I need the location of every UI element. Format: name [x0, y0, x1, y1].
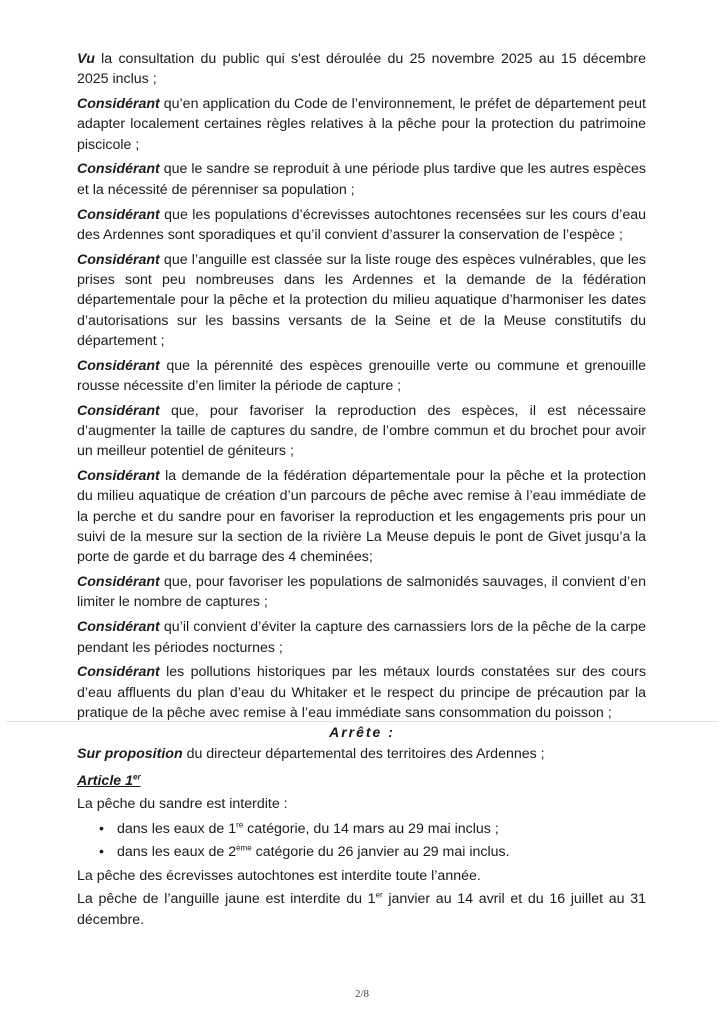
proposition-line	[77, 744, 646, 764]
paragraph-text: que l’anguille est classée sur la liste rouge des espèces vulnérables, que les prises sont peu nombreuses dans les Ardennes et la demande de la fédération départementale pour la pêche et la protection du milieu aquatique d’harmoniser les dates d’autorisations sur les bassins versants de la Seine et de la Meuse constitutifs du département ;	[77, 251, 646, 349]
list-item	[77, 819, 646, 839]
ordinal-sup: er	[375, 890, 383, 900]
lead-word: Considérant	[77, 664, 160, 681]
anguille-rule	[77, 889, 646, 930]
preamble-considerant	[77, 401, 646, 462]
article-title	[77, 771, 646, 791]
ecrevisses-rule: La pêche des écrevisses autochtones est interdite toute l’année.	[77, 868, 481, 885]
preamble-considerant	[77, 662, 646, 723]
bullet-list	[77, 819, 646, 863]
lead-word: Sur proposition	[77, 745, 183, 762]
paragraph-text: que le sandre se reproduit à une période plus tardive que les autres espèces et la nécessité de pérenniser sa population ;	[77, 161, 646, 198]
list-item-text: dans les eaux de 1	[117, 820, 237, 837]
lead-word: Vu	[77, 51, 95, 67]
paragraph-text: que, pour favoriser la reproduction des espèces, il est nécessaire d’augmenter la taille de captures du sandre, de l’ombre commun et du brochet pour avoir un meilleur potentiel de géniteurs ;	[77, 402, 646, 460]
paragraph-text: qu’en application du Code de l’environnement, le préfet de département peut adapter localement certaines règles relatives à la pêche pour la protection du patrimoine piscicole ;	[77, 96, 646, 153]
bullet-icon: •	[99, 843, 104, 860]
preamble-considerant	[77, 250, 646, 351]
preamble-vu	[77, 49, 646, 90]
list-item-text: catégorie, du 14 mars au 29 mai inclus ;	[243, 820, 499, 837]
paragraph-text: les pollutions historiques par les métaux lourds constatées sur des cours d’eau affluents du plan d’eau du Whitaker et le respect du principe de précaution par la pratique de la pêche avec remise à l’eau immédiate sans consommation du poisson ;	[77, 664, 646, 721]
paragraph-text: La pêche de l’anguille jaune est interdite du 1	[77, 891, 376, 908]
list-item-text: dans les eaux de 2	[117, 843, 237, 860]
lead-word: Considérant	[77, 402, 160, 419]
paragraph-text: la consultation du public qui s'est déroulée du 25 novembre 2025 au 15 décembre 2025 inclus ;	[77, 51, 646, 88]
preamble-considerant	[77, 617, 646, 658]
preamble-considerant	[77, 159, 646, 200]
lead-word: Considérant	[77, 251, 160, 268]
list-item-text: catégorie du 26 janvier au 29 mai inclus.	[251, 843, 510, 860]
page-number: 2/8	[354, 988, 370, 1000]
preamble-considerant	[77, 94, 646, 155]
paragraph-text: la demande de la fédération départementale pour la pêche et la protection du milieu aquatique de création d’un parcours de pêche avec remise à l’eau immédiate de la perche et du sandre pour en favoriser la reproduction et les engagements pris pour un suivi de la mesure sur la section de la rivière La Meuse depuis le pont de Givet jusqu’a la porte de garde et du barrage des 4 cheminées;	[77, 468, 646, 566]
article-intro: La pêche du sandre est interdite :	[77, 796, 288, 813]
ordinal-sup: ème	[236, 843, 252, 853]
lead-word: Considérant	[77, 96, 160, 113]
article-title-text: Article 1	[77, 773, 133, 789]
paragraph-text: janvier au 14 avril et du 16 juillet au 31 décembre.	[77, 891, 646, 928]
article-1	[77, 771, 646, 933]
bullet-icon: •	[99, 820, 104, 837]
ordinal-sup: re	[236, 819, 244, 829]
article-title-sup: er	[133, 772, 141, 782]
preamble-considerant	[77, 205, 646, 246]
arrete-heading: Arrête :	[329, 724, 395, 740]
list-item	[77, 842, 646, 862]
lead-word: Considérant	[77, 161, 160, 178]
lead-word: Considérant	[77, 619, 160, 636]
lead-word: Considérant	[77, 468, 160, 485]
paragraph-text: que la pérennité des espèces grenouille verte ou commune et grenouille rousse nécessite d’en limiter la période de capture ;	[77, 357, 646, 394]
document-body	[77, 49, 646, 769]
lead-word: Considérant	[77, 574, 160, 591]
paragraph-text: que, pour favoriser les populations de salmonidés sauvages, il convient d’en limiter le nombre de captures ;	[77, 574, 646, 611]
section-divider	[6, 721, 718, 722]
preamble-considerant	[77, 356, 646, 397]
paragraph-text: qu’il convient d’éviter la capture des carnassiers lors de la pêche de la carpe pendant les périodes nocturnes ;	[77, 619, 646, 656]
preamble-considerant	[77, 572, 646, 613]
paragraph-text: que les populations d’écrevisses autochtones recensées sur les cours d’eau des Ardennes sont sporadiques et qu’il convient d’assurer la conservation de l’espèce ;	[77, 206, 646, 243]
lead-word: Considérant	[77, 357, 160, 374]
lead-word: Considérant	[77, 206, 160, 223]
preamble-considerant	[77, 466, 646, 567]
paragraph-text: du directeur départemental des territoires des Ardennes ;	[182, 745, 545, 762]
